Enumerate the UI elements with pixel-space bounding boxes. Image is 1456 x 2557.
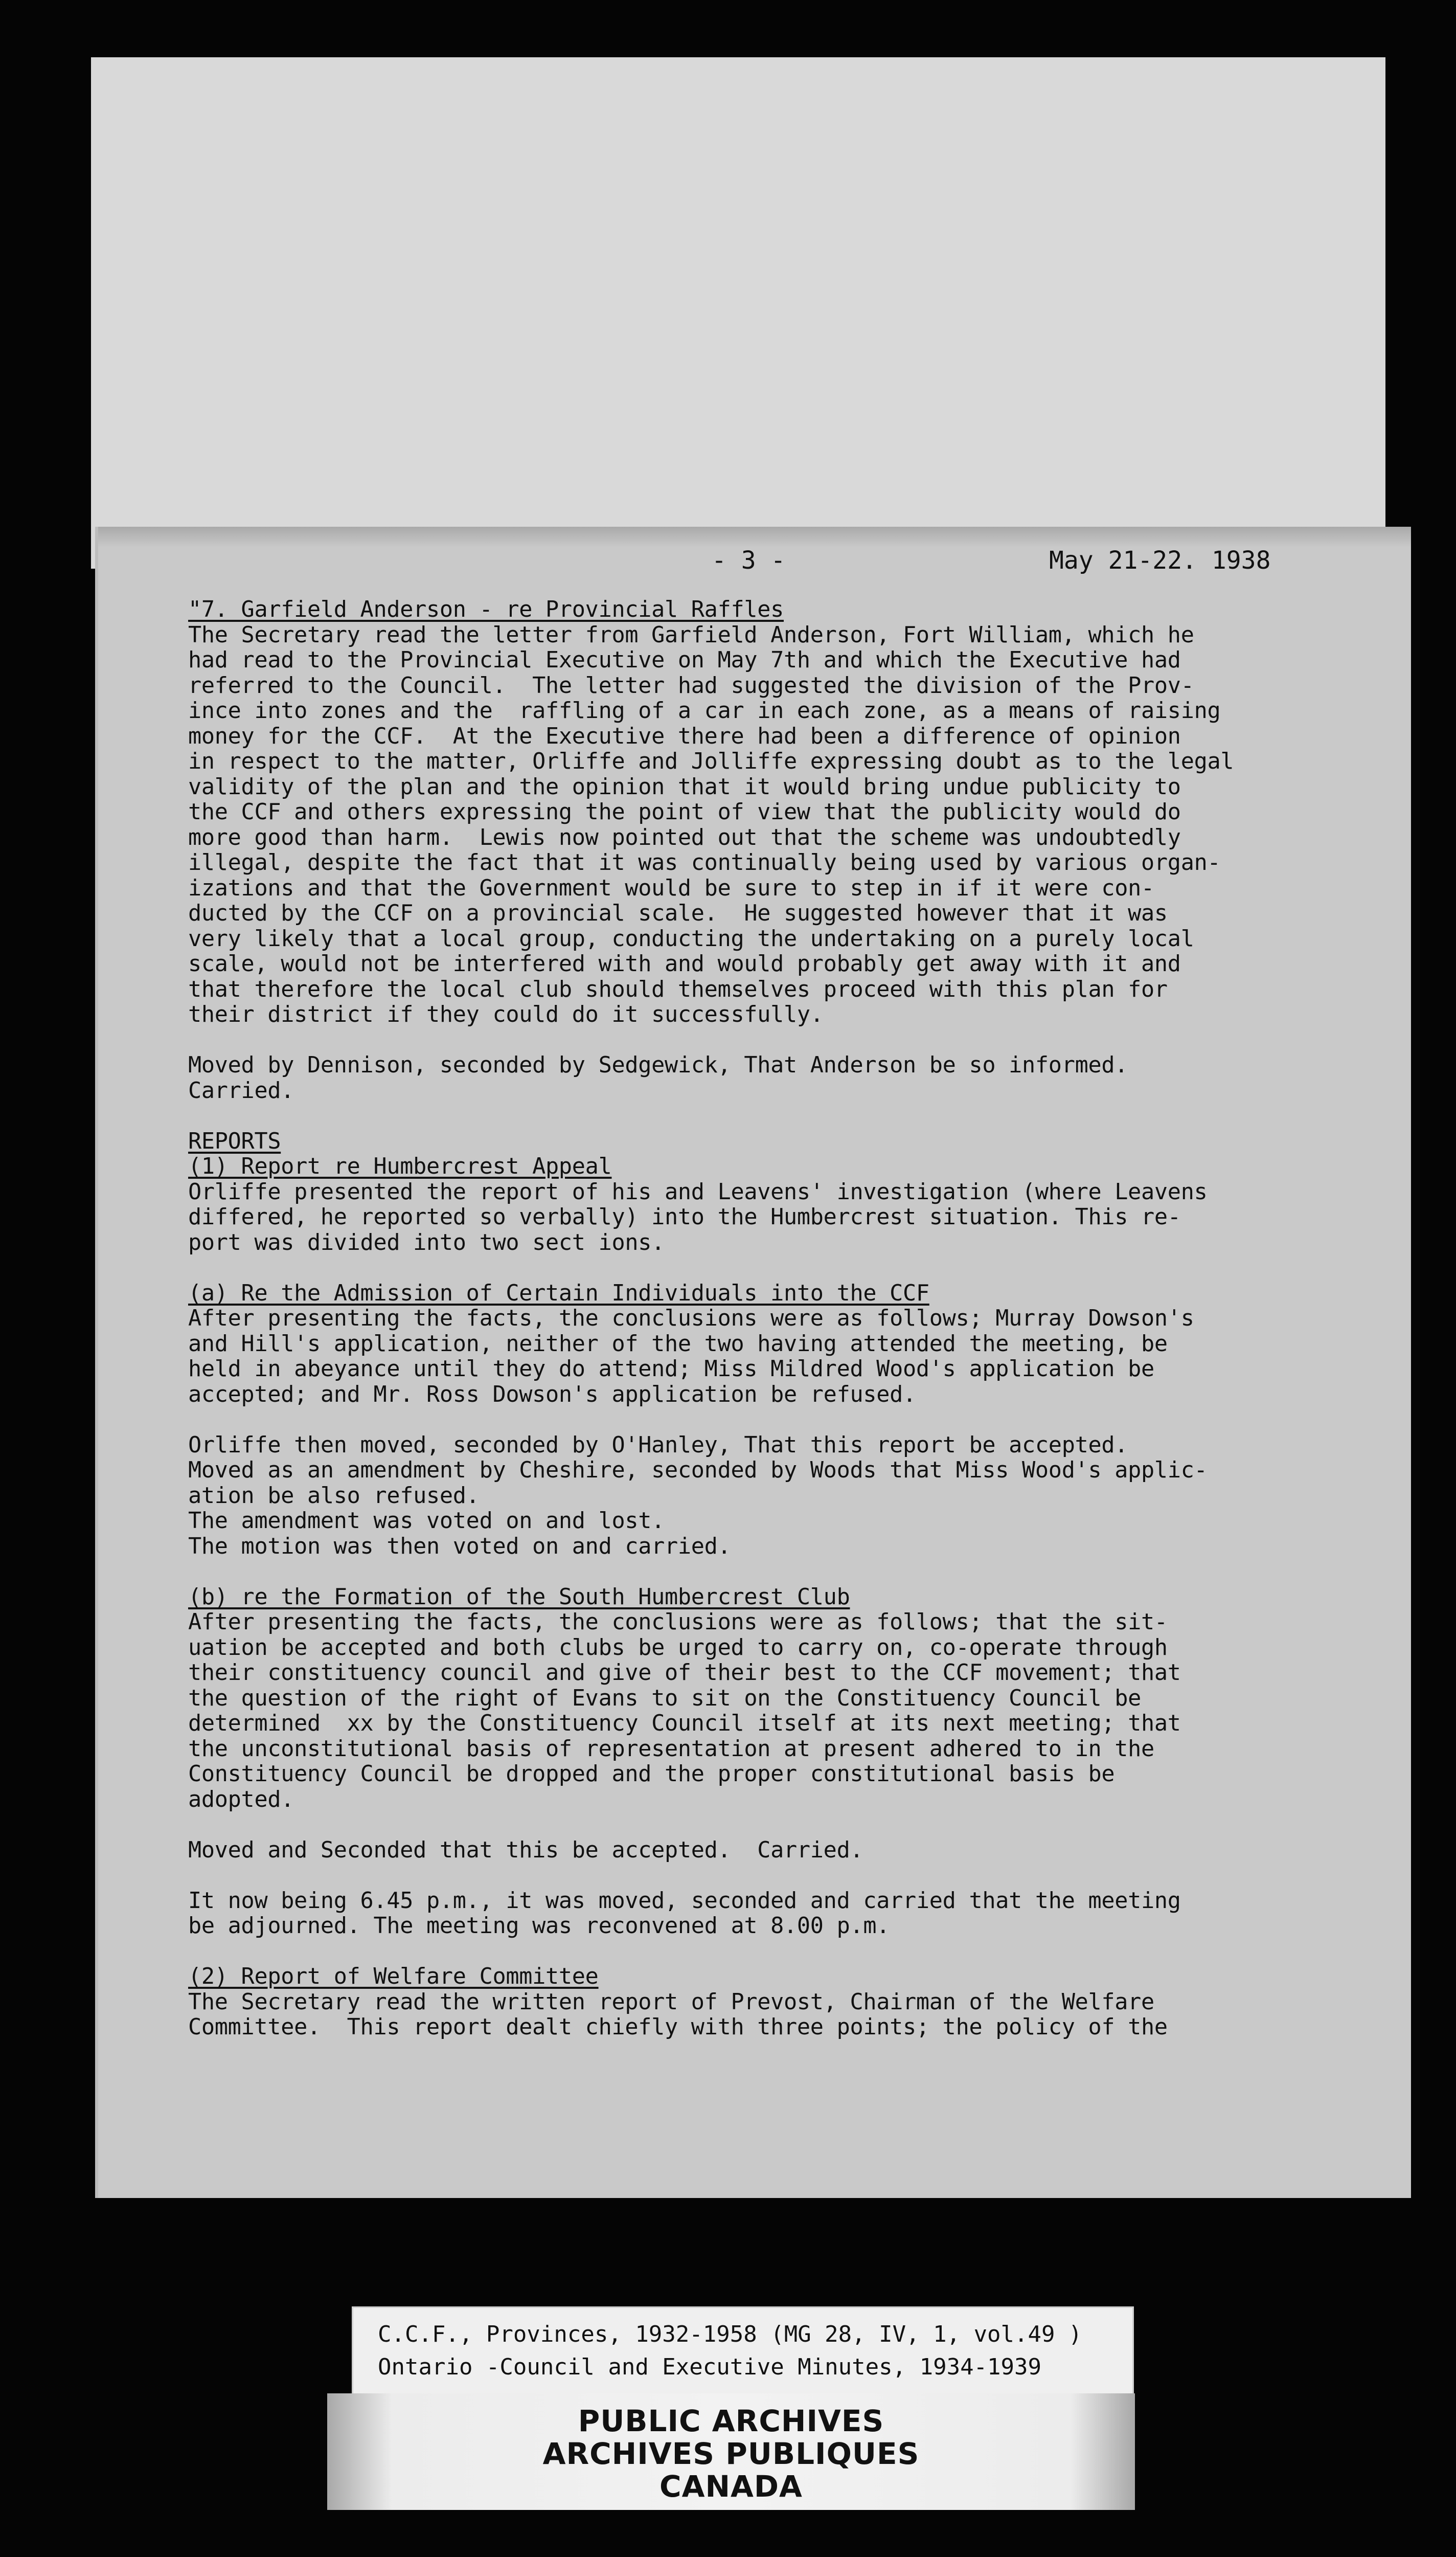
text-line: Committee. This report dealt chiefly with three points; the policy of the — [188, 2014, 1168, 2040]
text-line: Orliffe presented the report of his and Leavens' investigation (where Leavens — [188, 1179, 1208, 1205]
text-line: differed, he reported so verbally) into the Humbercrest situation. This re- — [188, 1204, 1181, 1230]
text-line: After presenting the facts, the conclusions were as follows; that the sit- — [188, 1609, 1168, 1635]
stamp-line-1: PUBLIC ARCHIVES — [578, 2404, 884, 2438]
text-line: that therefore the local club should themselves proceed with this plan for — [188, 976, 1168, 1002]
blank-line — [188, 1812, 1405, 1838]
archives-stamp — [327, 2393, 1135, 2510]
text-line: ducted by the CCF on a provincial scale. He suggested however that it was — [188, 901, 1168, 926]
blank-line — [188, 1028, 1405, 1053]
text-line: uation be accepted and both clubs be urged to carry on, co-operate through — [188, 1634, 1168, 1661]
text-line: Carried. — [188, 1078, 294, 1104]
text-line: very likely that a local group, conducting the undertaking on a purely local — [188, 926, 1194, 952]
section-heading: "7. Garfield Anderson - re Provincial Raffles — [188, 597, 784, 622]
text-line: in respect to the matter, Orliffe and Jolliffe expressing doubt as to the legal — [188, 749, 1234, 774]
text-line: Constituency Council be dropped and the proper constitutional basis be — [188, 1761, 1115, 1787]
text-line: held in abeyance until they do attend; Miss Mildred Wood's application be — [188, 1356, 1154, 1382]
blank-line — [188, 1939, 1405, 1965]
text-line: scale, would not be interfered with and would probably get away with it and — [188, 951, 1181, 977]
page-fold — [98, 527, 1411, 547]
text-line: their district if they could do it successfully. — [188, 1002, 824, 1027]
text-line: The motion was then voted on and carried. — [188, 1533, 731, 1559]
text-line: The Secretary read the written report of Prevost, Chairman of the Welfare — [188, 1989, 1154, 2015]
text-line: Orliffe then moved, seconded by O'Hanley, That this report be accepted. — [188, 1432, 1128, 1458]
blank-line — [188, 1255, 1405, 1281]
text-line: their constituency council and give of their best to the CCF movement; that — [188, 1660, 1181, 1686]
text-line: and Hill's application, neither of the two having attended the meeting, be — [188, 1331, 1168, 1357]
text-line: the CCF and others expressing the point of view that the publicity would do — [188, 799, 1181, 825]
text-line: Moved as an amendment by Cheshire, seconded by Woods that Miss Wood's applic- — [188, 1457, 1208, 1483]
meeting-date: May 21-22. 1938 — [1049, 546, 1271, 575]
text-line: the unconstitutional basis of representation at present adhered to in the — [188, 1736, 1154, 1762]
blank-line — [188, 1863, 1405, 1889]
text-line: referred to the Council. The letter had suggested the division of the Prov- — [188, 672, 1194, 699]
text-line: izations and that the Government would be sure to step in if it were con- — [188, 875, 1154, 901]
text-line: Moved by Dennison, seconded by Sedgewick, That Anderson be so informed. — [188, 1052, 1128, 1078]
text-line: accepted; and Mr. Ross Dowson's application be refused. — [188, 1381, 916, 1407]
blank-line — [188, 1104, 1405, 1129]
text-line: determined xx by the Constituency Council itself at its next meeting; that — [188, 1711, 1181, 1736]
blank-line — [188, 1407, 1405, 1433]
stamp-line-2: ARCHIVES PUBLIQUES — [542, 2436, 920, 2471]
text-line: ince into zones and the raffling of a car in each zone, as a means of raising — [188, 698, 1221, 724]
archive-reference-line-2: Ontario -Council and Executive Minutes, 1934-1939 — [378, 2354, 1042, 2380]
stamp-line-3: CANADA — [659, 2469, 803, 2504]
section-heading: (2) Report of Welfare Committee — [188, 1964, 599, 1989]
text-line: more good than harm. Lewis now pointed out that the scheme was undoubtedly — [188, 824, 1181, 850]
text-line: The amendment was voted on and lost. — [188, 1508, 665, 1534]
text-line: The Secretary read the letter from Garfield Anderson, Fort William, which he — [188, 622, 1194, 648]
text-line: had read to the Provincial Executive on May 7th and which the Executive had — [188, 647, 1181, 673]
text-line: port was divided into two sect ions. — [188, 1229, 665, 1255]
page-header — [98, 546, 1411, 582]
section-heading: (b) re the Formation of the South Humbercrest Club — [188, 1584, 850, 1610]
minutes-body — [188, 597, 1405, 2040]
section-heading: REPORTS — [188, 1128, 281, 1154]
text-line: validity of the plan and the opinion that it would bring undue publicity to — [188, 774, 1181, 800]
text-line: ation be also refused. — [188, 1483, 480, 1509]
text-line: money for the CCF. At the Executive there had been a difference of opinion — [188, 723, 1181, 749]
text-line: the question of the right of Evans to sit on the Constituency Council be — [188, 1685, 1142, 1711]
text-line: Moved and Seconded that this be accepted. Carried. — [188, 1837, 863, 1863]
page-number: - 3 - — [712, 546, 786, 575]
archive-reference-label — [352, 2306, 1134, 2399]
text-line: illegal, despite the fact that it was continually being used by various organ- — [188, 850, 1221, 876]
text-line: It now being 6.45 p.m., it was moved, seconded and carried that the meeting — [188, 1888, 1181, 1914]
upper-blank-sheet — [91, 57, 1385, 569]
text-line: adopted. — [188, 1786, 294, 1812]
blank-line — [188, 1559, 1405, 1585]
archive-reference-line-1: C.C.F., Provinces, 1932-1958 (MG 28, IV, 1, vol.49 ) — [378, 2321, 1082, 2347]
text-line: be adjourned. The meeting was reconvened at 8.00 p.m. — [188, 1913, 890, 1939]
section-heading: (1) Report re Humbercrest Appeal — [188, 1154, 612, 1179]
section-heading: (a) Re the Admission of Certain Individuals into the CCF — [188, 1280, 929, 1306]
text-line: After presenting the facts, the conclusions were as follows; Murray Dowson's — [188, 1306, 1194, 1331]
